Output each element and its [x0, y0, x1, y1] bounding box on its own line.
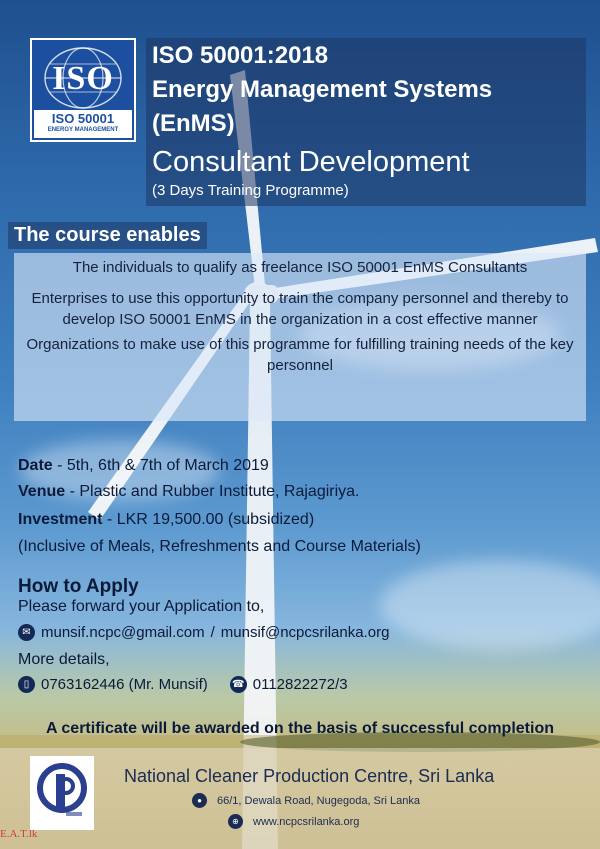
venue-label: Venue	[18, 483, 66, 500]
globe-icon: ⊕	[228, 814, 243, 829]
mobile-number[interactable]: 0763162446 (Mr. Munsif)	[41, 676, 208, 693]
inclusive-note: (Inclusive of Meals, Refreshments and Course Materials)	[18, 538, 421, 555]
landline-number[interactable]: 0112822272/3	[252, 676, 348, 693]
venue-value: - Plastic and Rubber Institute, Rajagiriya.	[65, 483, 360, 500]
envelope-icon: ✉	[18, 624, 35, 641]
apply-instructions: Please forward your Application to,	[18, 598, 265, 615]
certificate-note: A certificate will be awarded on the basis of successful completion	[46, 720, 554, 737]
telephone-icon: ☎	[230, 676, 247, 693]
location-pin-icon: ●	[192, 793, 207, 808]
iso-badge-number: ISO 50001	[51, 111, 115, 126]
iso-badge-subtitle: ENERGY MANAGEMENT	[47, 127, 119, 133]
email-separator: /	[210, 624, 215, 641]
website-row	[228, 814, 359, 829]
venue-line	[18, 483, 360, 501]
email-link-secondary[interactable]: munsif@ncpcsrilanka.org	[220, 624, 390, 641]
address-row	[192, 793, 420, 808]
course-heading: The course enables	[8, 222, 207, 249]
iso-logo-text: ISO	[52, 60, 114, 97]
ncpc-logo	[30, 756, 94, 830]
subtitle-duration: (3 Days Training Programme)	[152, 182, 349, 199]
ncpc-emblem-icon	[36, 762, 88, 824]
email-row	[18, 624, 389, 641]
benefit-item: The individuals to qualify as freelance ISO 50001 EnMS Consultants	[72, 259, 528, 276]
date-value: - 5th, 6th & 7th of March 2019	[52, 457, 269, 474]
benefit-item: Organizations to make use of this programme for fulfilling training needs of the key personnel	[26, 336, 574, 374]
iso-logo	[30, 38, 136, 142]
course-benefits-box	[14, 253, 586, 421]
title-name: Energy Management Systems	[152, 76, 493, 103]
investment-value: - LKR 19,500.00 (subsidized)	[102, 511, 315, 528]
address-text: 66/1, Dewala Road, Nugegoda, Sri Lanka	[217, 794, 421, 807]
title-standard: ISO 50001:2018	[152, 42, 329, 69]
date-label: Date	[18, 457, 53, 474]
iso-50001-badge	[34, 110, 132, 138]
benefit-item: Enterprises to use this opportunity to train the company personnel and thereby to develop ISO 50001 EnMS in the organization in a cost effective manner	[31, 290, 569, 328]
watermark: E.A.T.lk	[0, 828, 38, 840]
title-block	[146, 38, 586, 206]
title-acronym: (EnMS)	[152, 110, 235, 137]
how-to-apply-heading: How to Apply	[18, 576, 139, 597]
subtitle-program: Consultant Development	[152, 146, 470, 178]
more-details-label: More details,	[18, 651, 110, 668]
website-link[interactable]: www.ncpcsrilanka.org	[253, 815, 360, 828]
investment-line	[18, 511, 314, 529]
phone-row	[18, 676, 348, 693]
mobile-phone-icon: ▯	[18, 676, 35, 693]
date-line	[18, 457, 269, 475]
email-link-primary[interactable]: munsif.ncpc@gmail.com	[41, 624, 205, 641]
organization-name: National Cleaner Production Centre, Sri Lanka	[124, 766, 495, 786]
investment-label: Investment	[18, 511, 103, 528]
